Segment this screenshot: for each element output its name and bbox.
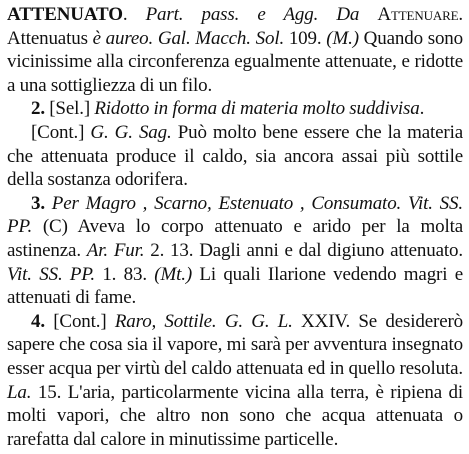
headword: ATTENUATO	[7, 4, 123, 25]
citation-marker: (Mt.)	[154, 263, 193, 285]
sense-1-text: .	[122, 4, 146, 25]
citation-source: Ar. Fur.	[86, 239, 145, 261]
quotation: (C) Aveva lo corpo attenuato e arido per la molta astinenza.	[7, 216, 463, 261]
citation-source: Vit. SS. PP.	[7, 263, 95, 285]
quotation: Può molto bene essere che la materia che attenuata produce il caldo, sia ancora assai più sottile della sostanza odorifera.	[7, 121, 463, 191]
citation-page: 109.	[284, 27, 327, 49]
cross-reference: Attenuare	[377, 4, 459, 25]
punctuation: .	[419, 98, 425, 120]
domain-label: [Sel.]	[44, 98, 95, 120]
citation-page: 1. 83.	[94, 263, 155, 285]
citation-source: G. G. Sag.	[90, 121, 172, 143]
citation-source: è aureo. Gal. Macch. Sol.	[92, 27, 285, 49]
latin-equivalent: . Attenuatus	[7, 4, 463, 49]
definition: Raro, Sottile. G. G. L.	[114, 310, 293, 332]
quotation: Quando sono vicinissime alla circonferenza egualmente attenuate, e ridotte a una sottigliezza di un filo.	[7, 27, 463, 96]
domain-label: [Cont.]	[44, 310, 115, 332]
sense-4	[7, 310, 463, 452]
quotation: Li quali Ilarione vedendo magri e attenuati di fame.	[7, 263, 463, 309]
sense-3	[7, 192, 463, 310]
definition: Ridotto in forma di materia molto suddivisa	[94, 98, 420, 120]
sense-1	[7, 3, 463, 97]
domain-label: [Cont.]	[31, 121, 91, 143]
sense-2-quotation	[7, 121, 463, 192]
dictionary-entry	[7, 3, 463, 451]
quotation: 2. 13. Dagli anni e dal digiuno attenuato.	[144, 239, 463, 261]
quotation: 15. L'aria, particolarmente vicina alla terra, è ripiena di molti vapori, che altro non sono che acqua attenuata o rarefatta dal calore in minutissime particelle.	[7, 381, 463, 450]
citation-source: La.	[7, 381, 32, 403]
sense-number: 4.	[31, 310, 45, 332]
grammar-label: Part. pass. e Agg. Da	[145, 4, 378, 25]
quotation: XXIV. Se desidererò sapere che cosa sia il vapore, mi sarà per avventura insegnato esser acqua per virtù del caldo attenuata ed in quello resoluta.	[7, 310, 464, 379]
citation-marker: (M.)	[326, 27, 359, 49]
sense-number: 2.	[31, 98, 45, 120]
sense-number: 3.	[31, 192, 45, 214]
sense-2	[7, 97, 463, 121]
definition: Per Magro , Scarno, Estenuato , Consumato. Vit. SS. PP.	[7, 192, 463, 238]
